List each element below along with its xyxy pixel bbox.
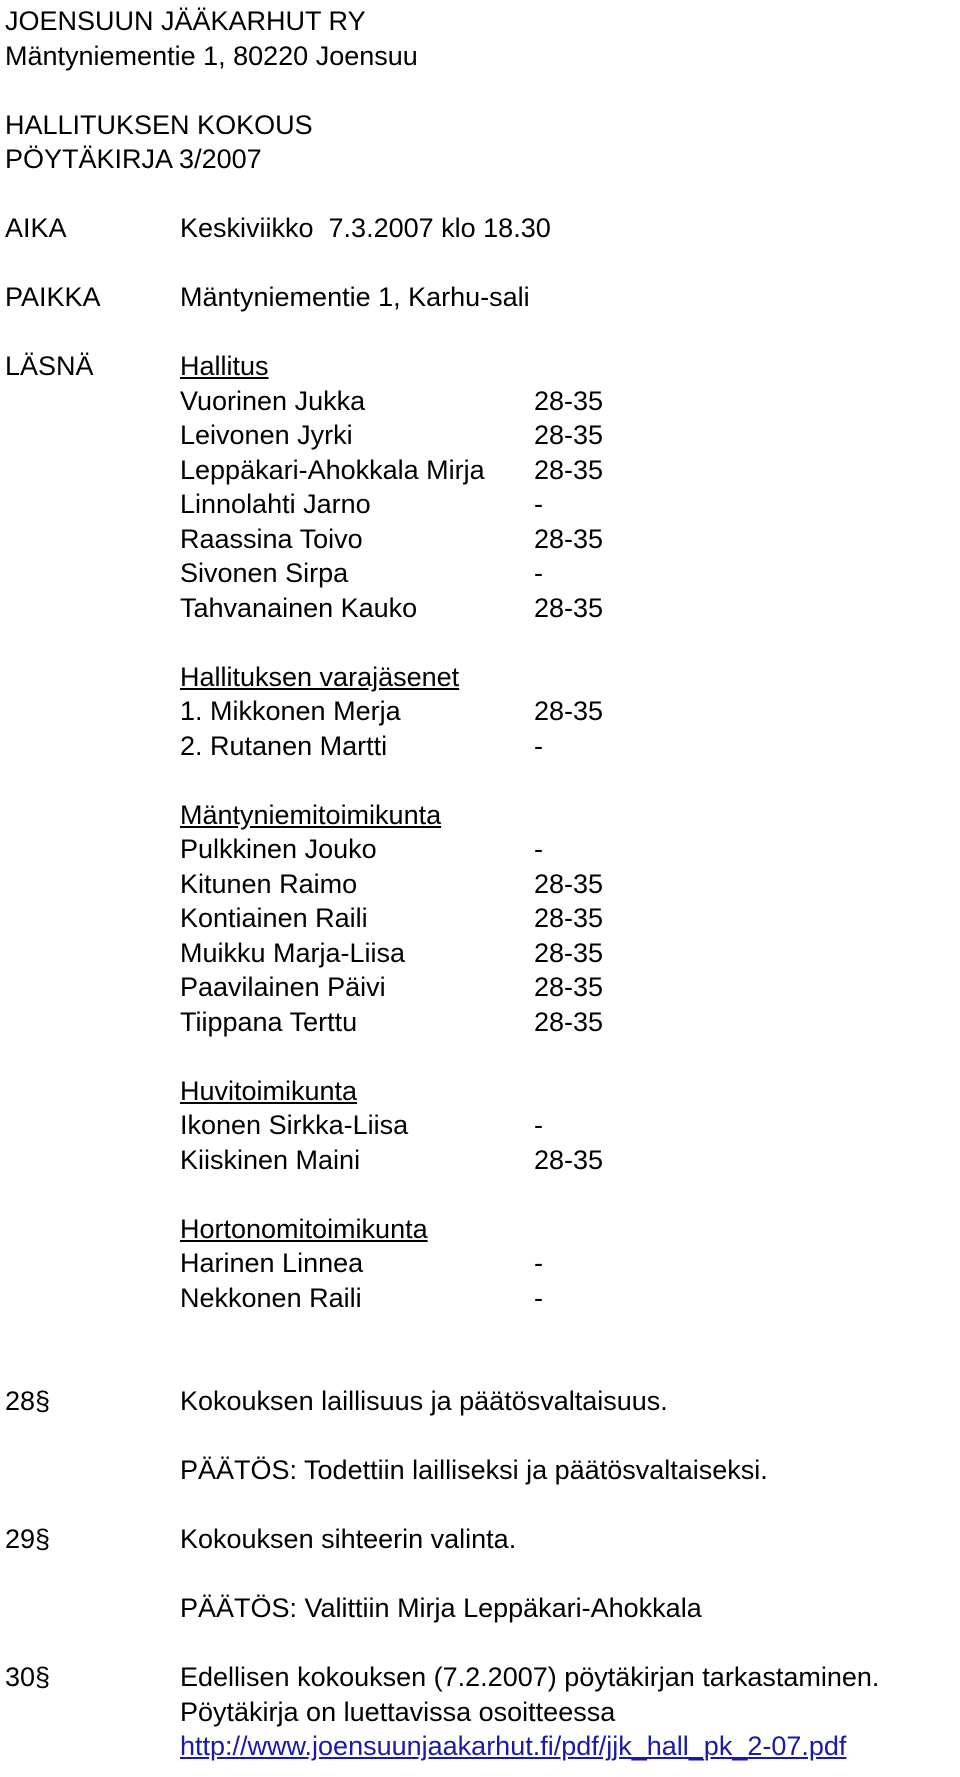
member-row xyxy=(5,418,955,453)
member-sections: - xyxy=(534,489,543,519)
present-row xyxy=(5,349,955,384)
group-heading: Huvitoimikunta xyxy=(180,1075,358,1106)
meeting-title: HALLITUKSEN KOKOUS xyxy=(5,109,313,140)
member-sections: 28-35 xyxy=(534,903,604,933)
spacer xyxy=(5,1350,955,1385)
minutes-pdf-link[interactable]: http://www.joensuunjaakarhut.fi/pdf/jjk_hall_pk_2-07.pdf xyxy=(180,1731,847,1761)
group-heading: Hallituksen varajäsenet xyxy=(180,661,460,692)
decision-row xyxy=(5,1453,955,1488)
item-number: 29§ xyxy=(5,1524,51,1554)
member-sections: 28-35 xyxy=(534,972,604,1002)
group-heading: Hortonomitoimikunta xyxy=(180,1213,428,1244)
item-number: 30§ xyxy=(5,1662,51,1692)
member-name: Nekkonen Raili xyxy=(180,1282,362,1313)
member-name: Paavilainen Päivi xyxy=(180,972,386,1002)
member-row xyxy=(5,453,955,488)
member-row xyxy=(5,1108,955,1143)
item-decision: PÄÄTÖS: Todettiin lailliseksi ja päätösvaltaiseksi. xyxy=(180,1455,768,1485)
item-text-row xyxy=(5,1695,955,1730)
time-value: Keskiviikko 7.3.2007 klo 18.30 xyxy=(180,213,551,243)
member-name: Leivonen Jyrki xyxy=(180,420,353,450)
spacer xyxy=(5,315,955,350)
member-row xyxy=(5,832,955,867)
member-name: Tahvanainen Kauko xyxy=(180,592,418,623)
spacer xyxy=(5,177,955,212)
spacer xyxy=(5,73,955,108)
member-row xyxy=(5,970,955,1005)
member-sections: 28-35 xyxy=(534,1006,604,1037)
member-name: 1. Mikkonen Merja xyxy=(180,696,401,726)
member-name: Vuorinen Jukka xyxy=(180,385,366,416)
present-label: LÄSNÄ xyxy=(5,351,94,381)
minutes-number: PÖYTÄKIRJA 3/2007 xyxy=(5,144,262,174)
member-sections: 28-35 xyxy=(534,420,604,450)
spacer xyxy=(5,1039,955,1074)
member-name: Leppäkari-Ahokkala Mirja xyxy=(180,454,485,485)
document-page xyxy=(5,4,955,1764)
spacer xyxy=(5,1419,955,1454)
member-sections: - xyxy=(534,1282,543,1313)
item-decision: PÄÄTÖS: Valittiin Mirja Leppäkari-Ahokkala xyxy=(180,1593,702,1623)
member-sections: - xyxy=(534,1110,543,1140)
member-row xyxy=(5,901,955,936)
member-sections: 28-35 xyxy=(534,696,604,726)
spacer xyxy=(5,1177,955,1212)
org-address: Mäntyniementie 1, 80220 Joensuu xyxy=(5,40,418,71)
agenda-item-29 xyxy=(5,1522,955,1557)
group-heading-row xyxy=(5,660,955,695)
member-sections: - xyxy=(534,558,543,588)
item-number: 28§ xyxy=(5,1386,51,1416)
group-heading: Hallitus xyxy=(180,351,269,381)
member-name: Tiippana Terttu xyxy=(180,1006,358,1037)
member-sections: 28-35 xyxy=(534,592,604,623)
member-name: Kontiainen Raili xyxy=(180,903,368,933)
place-row xyxy=(5,280,955,315)
place-label: PAIKKA xyxy=(5,282,101,312)
member-name: Ikonen Sirkka-Liisa xyxy=(180,1110,409,1140)
member-row xyxy=(5,487,955,522)
member-row xyxy=(5,591,955,626)
time-label: AIKA xyxy=(5,213,67,243)
member-name: Raassina Toivo xyxy=(180,523,363,554)
group-heading-row xyxy=(5,798,955,833)
member-sections: 28-35 xyxy=(534,868,604,899)
member-row xyxy=(5,384,955,419)
member-name: Kitunen Raimo xyxy=(180,868,358,899)
item-link-row xyxy=(5,1729,955,1764)
member-name: Muikku Marja-Liisa xyxy=(180,937,406,968)
member-row xyxy=(5,729,955,764)
member-sections: - xyxy=(534,834,543,864)
spacer xyxy=(5,246,955,281)
item-title: Kokouksen laillisuus ja päätösvaltaisuus. xyxy=(180,1386,668,1416)
member-sections: 28-35 xyxy=(534,1144,604,1175)
member-name: Sivonen Sirpa xyxy=(180,558,349,588)
spacer xyxy=(5,763,955,798)
spacer xyxy=(5,1626,955,1661)
member-row xyxy=(5,556,955,591)
member-row xyxy=(5,694,955,729)
member-name: Pulkkinen Jouko xyxy=(180,834,377,864)
member-sections: - xyxy=(534,730,543,761)
item-text: Pöytäkirja on luettavissa osoitteessa xyxy=(180,1696,616,1727)
member-name: Kiiskinen Maini xyxy=(180,1144,361,1175)
member-name: Harinen Linnea xyxy=(180,1248,364,1278)
spacer xyxy=(5,625,955,660)
group-heading: Mäntyniemitoimikunta xyxy=(180,799,442,830)
group-heading-row xyxy=(5,1212,955,1247)
member-sections: 28-35 xyxy=(534,454,604,485)
item-title: Kokouksen sihteerin valinta. xyxy=(180,1524,517,1554)
member-row xyxy=(5,936,955,971)
item-title: Edellisen kokouksen (7.2.2007) pöytäkirjan tarkastaminen. xyxy=(180,1662,880,1692)
spacer xyxy=(5,1557,955,1592)
member-sections: 28-35 xyxy=(534,385,604,416)
member-row xyxy=(5,867,955,902)
spacer xyxy=(5,1488,955,1523)
member-name: 2. Rutanen Martti xyxy=(180,730,388,761)
member-sections: - xyxy=(534,1248,543,1278)
member-row xyxy=(5,1281,955,1316)
org-name: JOENSUUN JÄÄKARHUT RY xyxy=(5,6,366,36)
member-row xyxy=(5,1246,955,1281)
agenda-item-28 xyxy=(5,1384,955,1419)
member-row xyxy=(5,522,955,557)
spacer xyxy=(5,1315,955,1350)
member-row xyxy=(5,1143,955,1178)
place-value: Mäntyniementie 1, Karhu-sali xyxy=(180,282,530,312)
decision-row xyxy=(5,1591,955,1626)
member-sections: 28-35 xyxy=(534,523,604,554)
time-row xyxy=(5,211,955,246)
member-row xyxy=(5,1005,955,1040)
agenda-item-30 xyxy=(5,1660,955,1695)
member-sections: 28-35 xyxy=(534,937,604,968)
member-name: Linnolahti Jarno xyxy=(180,489,371,519)
group-heading-row xyxy=(5,1074,955,1109)
